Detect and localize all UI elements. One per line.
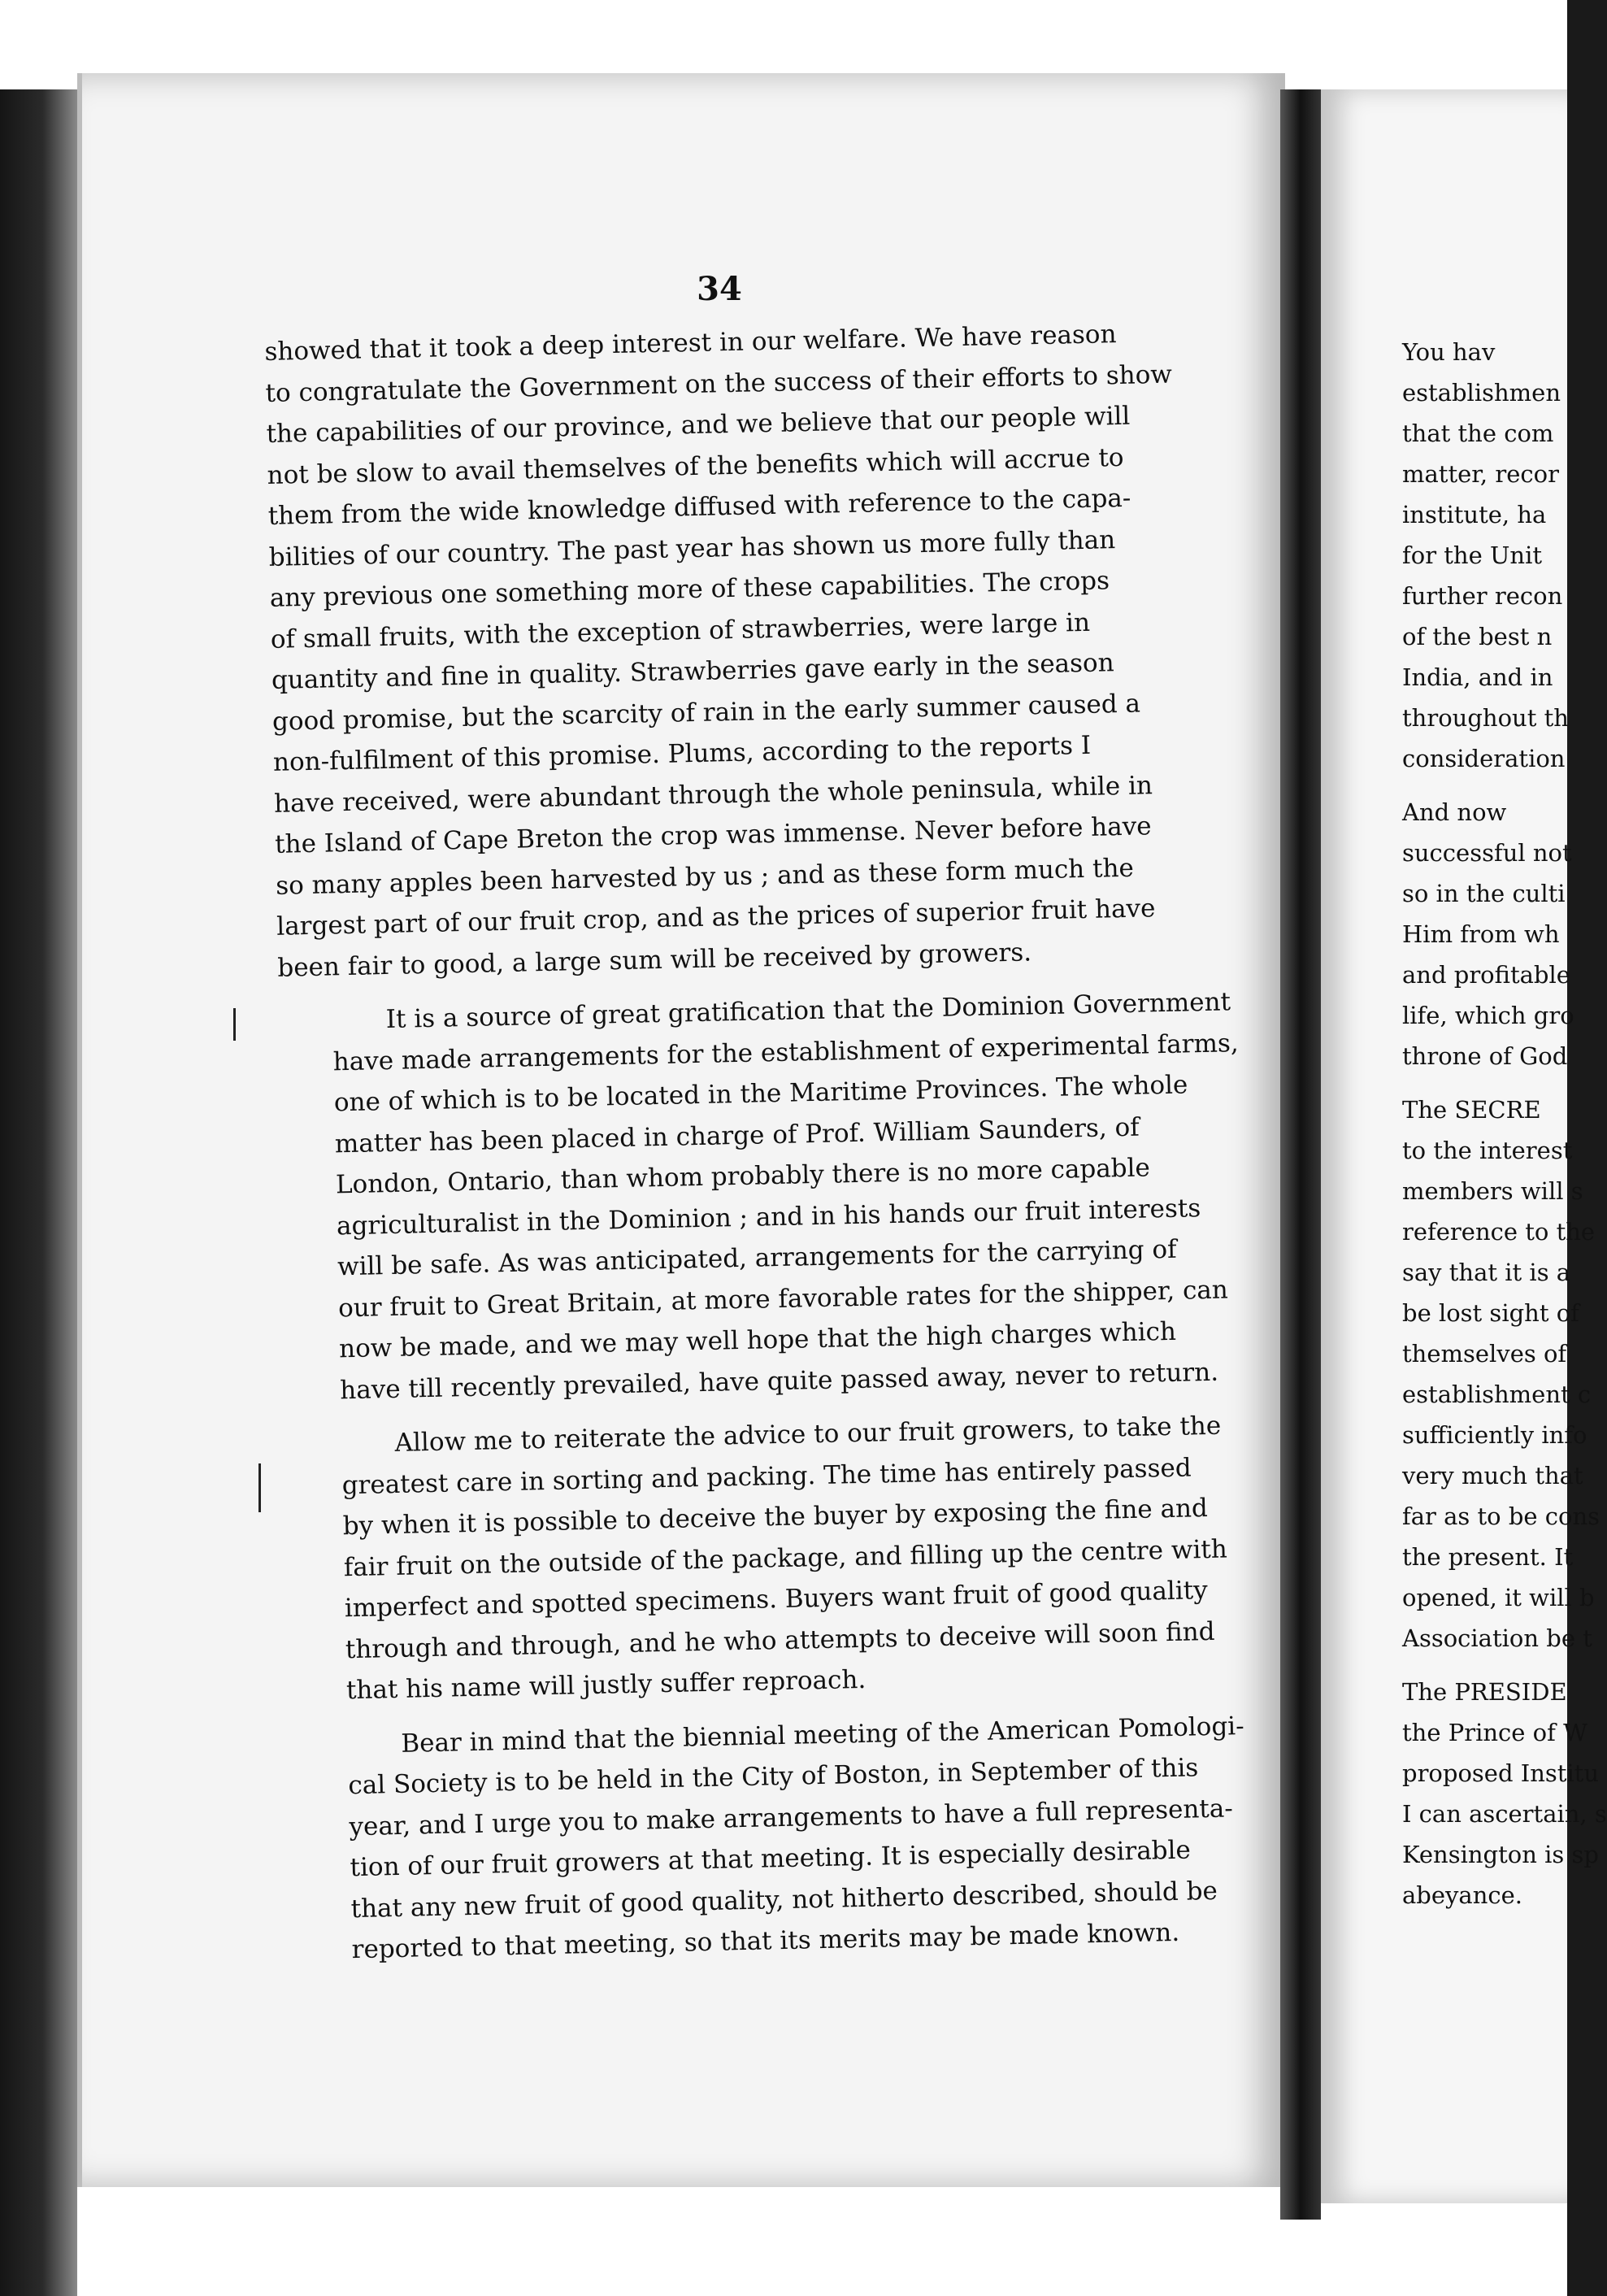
text-line: through and through, and he who attempts to deceive will soon find bbox=[345, 1616, 1215, 1664]
text-line: throne of God bbox=[1402, 1042, 1568, 1070]
text-line: one of which is to be located in the Maritime Provinces. The whole bbox=[333, 1070, 1188, 1118]
text-line: so many apples been harvested by us ; and as these form much the bbox=[275, 853, 1135, 901]
text-line: Allow me to reiterate the advice to our fruit growers, to take the bbox=[394, 1411, 1222, 1458]
paragraph-gap bbox=[1402, 1076, 1597, 1089]
book-gutter bbox=[1280, 89, 1321, 2220]
text-line: cal Society is to be held in the City of Boston, in September of this bbox=[348, 1753, 1199, 1801]
text-line: so in the culti bbox=[1402, 880, 1566, 907]
text-line: agriculturalist in the Dominion ; and in his hands our fruit interests bbox=[336, 1193, 1201, 1241]
text-line: and profitable bbox=[1402, 961, 1570, 989]
text-line: tion of our fruit growers at that meeting. It is especially desirable bbox=[350, 1835, 1192, 1883]
text-line: Bear in mind that the biennial meeting of the American Pomologi- bbox=[401, 1711, 1244, 1759]
page-number: 34 bbox=[697, 270, 742, 308]
text-line: bilities of our country. The past year has shown us more fully than bbox=[268, 524, 1116, 572]
text-line: themselves of bbox=[1402, 1340, 1567, 1368]
text-line: to congratulate the Government on the success of their efforts to show bbox=[265, 359, 1173, 408]
text-line: been fair to good, a large sum will be received by growers. bbox=[277, 937, 1032, 983]
text-line: them from the wide knowledge diffused with reference to the capa- bbox=[267, 483, 1131, 531]
text-line: good promise, but the scarcity of rain in the early summer caused a bbox=[271, 689, 1141, 737]
text-line: India, and in bbox=[1402, 663, 1553, 691]
text-line: institute, ha bbox=[1402, 501, 1547, 528]
text-line: by when it is possible to deceive the buyer by exposing the fine and bbox=[342, 1494, 1209, 1542]
text-line: of small fruits, with the exception of strawberries, were large in bbox=[270, 607, 1091, 654]
text-line: reported to that meeting, so that its merits may be made known. bbox=[351, 1917, 1180, 1965]
text-line: matter, recor bbox=[1402, 460, 1559, 488]
right-page-partial-text bbox=[1402, 332, 1607, 1916]
text-line: And now bbox=[1402, 798, 1507, 826]
paragraph bbox=[293, 1706, 1244, 1972]
text-line: not be slow to avail themselves of the benefits which will accrue to bbox=[267, 442, 1124, 490]
text-line: any previous one something more of these capabilities. The crops bbox=[269, 566, 1110, 613]
text-line: Association be t bbox=[1402, 1624, 1592, 1652]
text-line: the capabilities of our province, and we believe that our people will bbox=[266, 401, 1131, 449]
left-page-body-text bbox=[264, 312, 1244, 1972]
text-line: You hav bbox=[1402, 338, 1496, 366]
text-line: life, which gro bbox=[1402, 1002, 1574, 1029]
text-line: Him from wh bbox=[1402, 920, 1560, 948]
text-line: matter has been placed in charge of Prof. William Saunders, of bbox=[334, 1112, 1140, 1159]
text-line: members will s bbox=[1402, 1177, 1583, 1205]
text-line: proposed Institu bbox=[1402, 1759, 1600, 1787]
text-line: far as to be cons bbox=[1402, 1502, 1600, 1530]
text-line: I can ascertain, s bbox=[1402, 1800, 1607, 1828]
text-line: further recon bbox=[1402, 582, 1563, 610]
text-line: successful not bbox=[1402, 839, 1572, 867]
text-line: that any new fruit of good quality, not hitherto described, should be bbox=[350, 1876, 1218, 1924]
text-line: quantity and fine in quality. Strawberries gave early in the season bbox=[271, 648, 1114, 695]
text-line: consideration bbox=[1402, 745, 1566, 772]
text-line: will be safe. As was anticipated, arrangements for the carrying of bbox=[337, 1234, 1177, 1282]
margin-mark bbox=[233, 1008, 236, 1041]
text-line: imperfect and spotted specimens. Buyers want fruit of good quality bbox=[344, 1576, 1209, 1624]
text-line: that his name will justly suffer reproach. bbox=[345, 1664, 866, 1706]
text-line: now be made, and we may well hope that the high charges which bbox=[338, 1316, 1177, 1364]
paragraph bbox=[264, 312, 1221, 989]
text-line: to the interest bbox=[1402, 1137, 1573, 1164]
paragraph bbox=[278, 982, 1240, 1412]
text-line: showed that it took a deep interest in our welfare. We have reason bbox=[264, 320, 1117, 367]
text-line: of the best n bbox=[1402, 623, 1553, 650]
paragraph-gap bbox=[1402, 1659, 1597, 1672]
text-line: sufficiently info bbox=[1402, 1421, 1587, 1449]
text-line: Kensington is sp bbox=[1402, 1841, 1599, 1868]
paragraph-gap bbox=[1402, 779, 1597, 792]
text-line: the Island of Cape Breton the crop was immense. Never before have bbox=[274, 811, 1152, 859]
text-line: abeyance. bbox=[1402, 1881, 1522, 1909]
text-line: fair fruit on the outside of the package, and filling up the centre with bbox=[343, 1534, 1228, 1582]
paragraph bbox=[287, 1405, 1236, 1712]
text-line: year, and I urge you to make arrangements to have a full representa- bbox=[349, 1793, 1234, 1842]
text-line: very much that bbox=[1402, 1462, 1583, 1489]
text-line: be lost sight of bbox=[1402, 1299, 1579, 1327]
text-line: the Prince of W bbox=[1402, 1719, 1587, 1746]
margin-mark bbox=[258, 1463, 261, 1512]
text-line: that the com bbox=[1402, 420, 1554, 447]
text-line: have till recently prevailed, have quite passed away, never to return. bbox=[339, 1357, 1219, 1405]
text-line: The PRESIDE bbox=[1402, 1678, 1567, 1706]
text-line: establishment c bbox=[1402, 1381, 1592, 1408]
text-line: opened, it will b bbox=[1402, 1584, 1595, 1611]
text-line: reference to the bbox=[1402, 1218, 1596, 1246]
text-line: say that it is a bbox=[1402, 1259, 1571, 1286]
text-line: have received, were abundant through the whole peninsula, while in bbox=[273, 770, 1153, 819]
text-line: non-fulfilment of this promise. Plums, according to the reports I bbox=[272, 730, 1092, 777]
text-line: establishmen bbox=[1402, 379, 1561, 407]
text-line: The SECRE bbox=[1402, 1096, 1541, 1124]
text-line: greatest care in sorting and packing. The time has entirely passed bbox=[341, 1452, 1192, 1500]
text-line: our fruit to Great Britain, at more favorable rates for the shipper, can bbox=[337, 1274, 1229, 1323]
text-line: London, Ontario, than whom probably there is no more capable bbox=[335, 1153, 1151, 1200]
text-line: largest part of our fruit crop, and as the prices of superior fruit have bbox=[276, 894, 1156, 941]
text-line: the present. It bbox=[1402, 1543, 1574, 1571]
text-line: throughout th bbox=[1402, 704, 1569, 732]
text-line: for the Unit bbox=[1402, 541, 1543, 569]
text-line: It is a source of great gratification that the Dominion Government bbox=[385, 987, 1231, 1035]
book-binding-edge bbox=[0, 89, 77, 2296]
text-line: have made arrangements for the establishment of experimental farms, bbox=[332, 1028, 1240, 1076]
